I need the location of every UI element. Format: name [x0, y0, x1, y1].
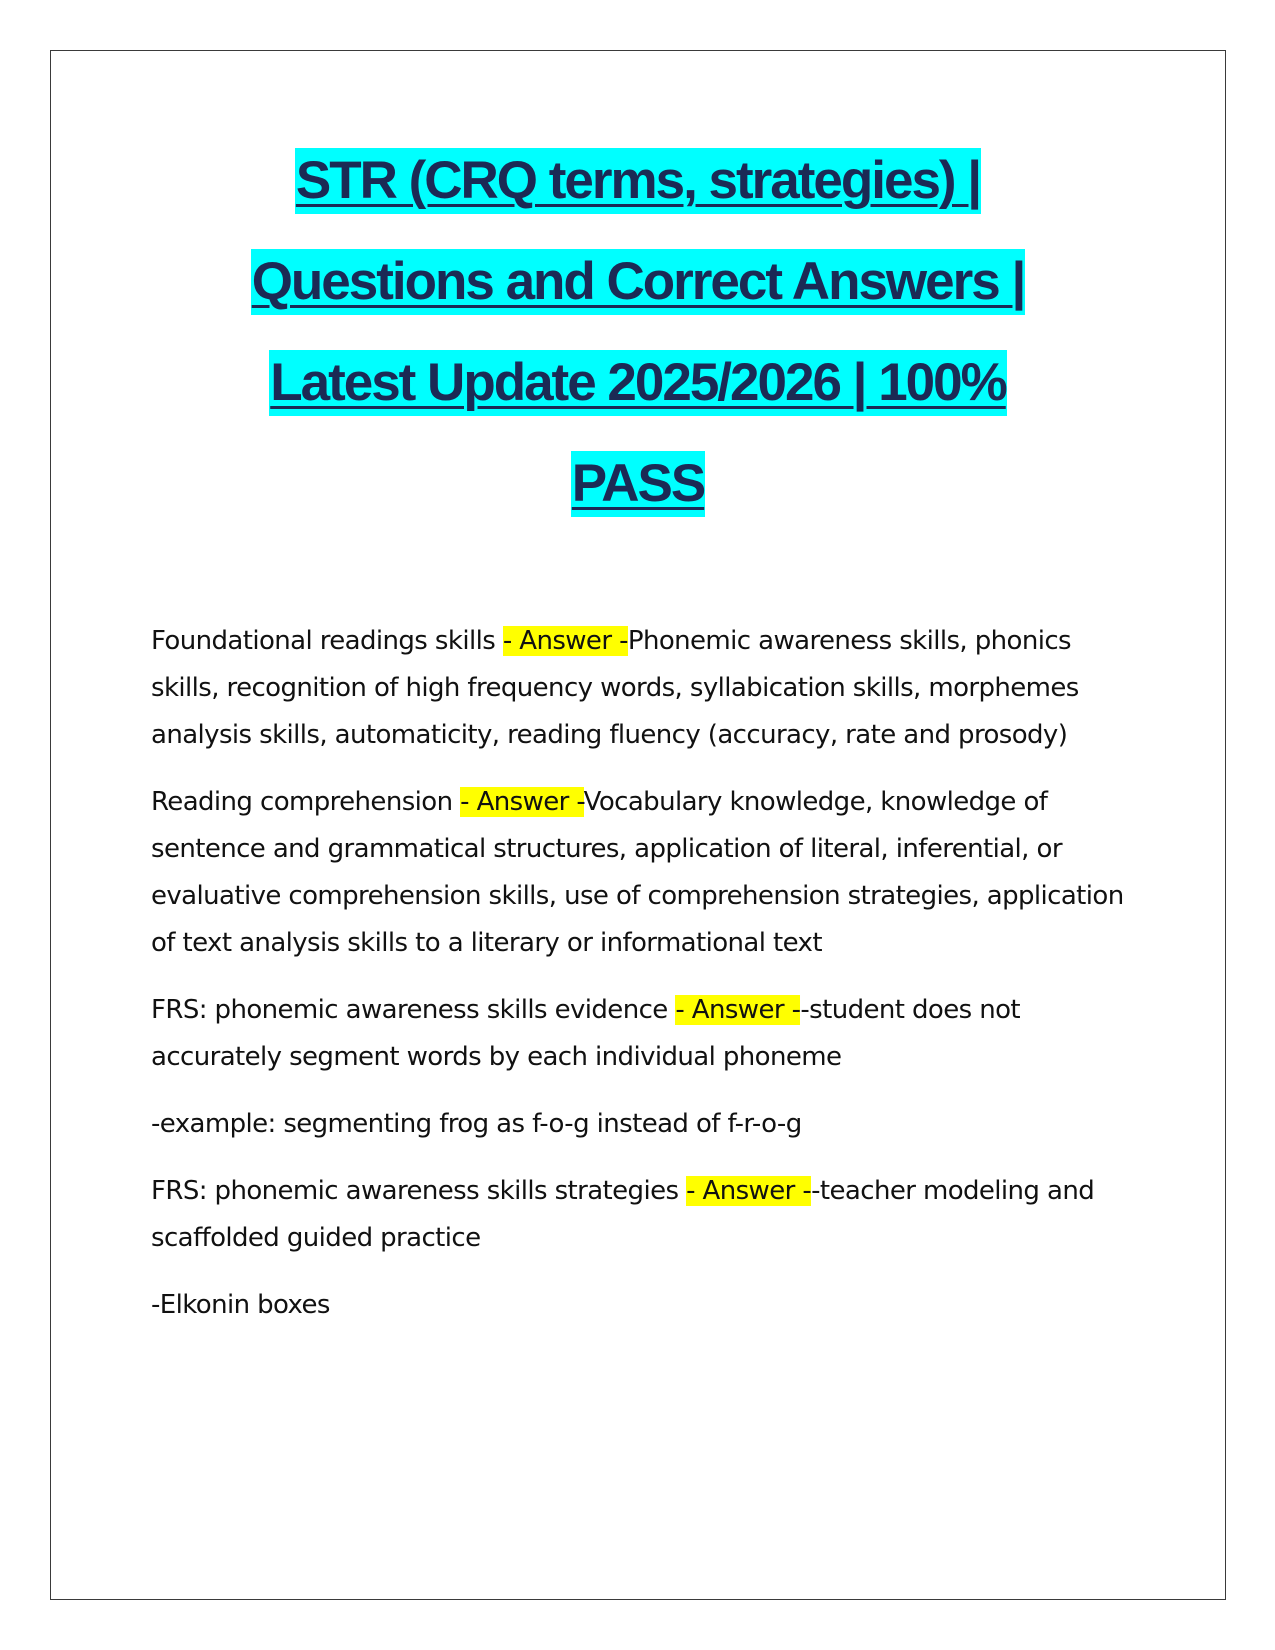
title-line: [50, 244, 1226, 345]
document-title: [50, 143, 1226, 547]
qa-entry: [151, 618, 1136, 759]
answer-marker: - Answer -: [686, 1176, 812, 1206]
answer-marker: - Answer -: [675, 995, 801, 1025]
answer-marker: - Answer -: [502, 626, 628, 656]
title-text: PASS: [571, 451, 705, 517]
title-text: Questions and Correct Answers |: [251, 249, 1026, 315]
title-text: STR (CRQ terms, strategies) |: [295, 148, 981, 214]
answer: Vocabulary knowledge, knowledge of sentence and grammatical structures, application of literal, inferential, or evaluative comprehension skills, use of comprehension strategies, application of text analysis skills to a literary or informational text: [151, 787, 1124, 958]
answer: Phonemic awareness skills, phonics skills, recognition of high frequency words, syllabication skills, morphemes analysis skills, automaticity, reading fluency (accuracy, rate and prosody): [151, 626, 1079, 750]
document-body: [151, 618, 1136, 1349]
title-line: [50, 345, 1226, 446]
strategy-line: -Elkonin boxes: [151, 1290, 330, 1320]
answer: -teacher modeling and scaffolded guided practice: [151, 1176, 1095, 1253]
term: FRS: phonemic awareness skills evidence: [151, 995, 676, 1025]
term: Foundational readings skills: [151, 626, 503, 656]
answer: -student does not accurately segment words by each individual phoneme: [151, 995, 1021, 1072]
example-line: -example: segmenting frog as f-o-g instead of f-r-o-g: [151, 1109, 802, 1139]
qa-entry: [151, 987, 1136, 1081]
term: Reading comprehension: [151, 787, 461, 817]
qa-entry: [151, 1168, 1136, 1262]
title-text: Latest Update 2025/2026 | 100%: [269, 350, 1007, 416]
title-line: [50, 143, 1226, 244]
answer-marker: - Answer -: [460, 787, 584, 817]
qa-entry: [151, 779, 1136, 967]
term: FRS: phonemic awareness skills strategies: [151, 1176, 687, 1206]
title-line: [50, 446, 1226, 547]
